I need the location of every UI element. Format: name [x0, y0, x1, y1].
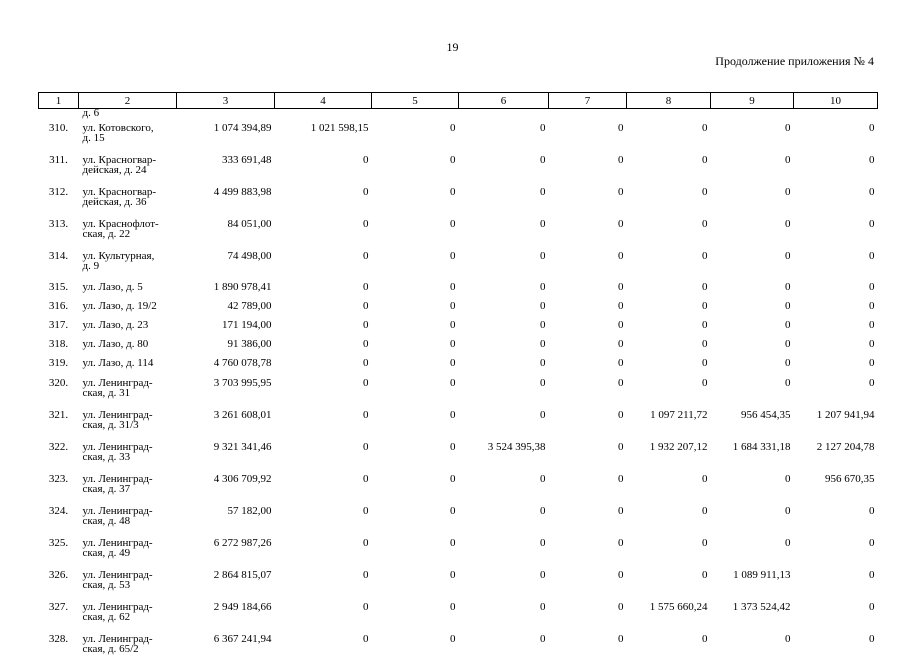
value-cell-col10: 0: [869, 601, 875, 613]
value-cell-col6: 0: [540, 281, 546, 293]
address-line: ул. Лазо, д. 114: [82, 357, 154, 369]
value-cell-col7: 0: [618, 537, 624, 549]
value-cell-col3: 42 789,00: [227, 300, 272, 312]
table-row: [39, 355, 878, 374]
value-cell-col4: 0: [363, 338, 369, 350]
value-cell-col6: 0: [540, 154, 546, 166]
table-row: [39, 183, 878, 215]
value-cell-col8: 0: [702, 505, 708, 517]
header-row: [39, 93, 878, 109]
value-cell-col6: 0: [540, 537, 546, 549]
value-cell-col3: 57 182,00: [227, 505, 272, 517]
value-cell-col8: 0: [702, 122, 708, 134]
address-line: д. 9: [82, 260, 100, 272]
value-cell-col6: 0: [540, 122, 546, 134]
value-cell-col8: 0: [702, 537, 708, 549]
value-cell-col5: 0: [450, 537, 456, 549]
value-cell-col10: 0: [869, 186, 875, 198]
value-cell-col10: 0: [869, 218, 875, 230]
row-number: 328.: [48, 633, 69, 645]
value-cell-col7: 0: [618, 357, 624, 369]
value-cell-col4: 0: [363, 505, 369, 517]
address-line: ская, д. 65/2: [82, 643, 139, 655]
value-cell-col10: 0: [869, 319, 875, 331]
value-cell-col3: 2 949 184,66: [213, 601, 272, 613]
value-cell-col3: 333 691,48: [222, 154, 272, 166]
value-cell-col6: 0: [540, 409, 546, 421]
value-cell-col7: 0: [618, 319, 624, 331]
value-cell-col4: 0: [363, 441, 369, 453]
value-cell-col5: 0: [450, 281, 456, 293]
value-cell-col3: 3 261 608,01: [213, 409, 272, 421]
value-cell-col10: 0: [869, 377, 875, 389]
address-cell: [79, 502, 177, 534]
row-number: 323.: [48, 473, 69, 485]
value-cell-col9: 0: [785, 218, 791, 230]
address-cell: [79, 247, 177, 279]
address-line: ул. Ленинград-: [82, 633, 153, 645]
address-cell: [79, 298, 177, 317]
value-cell-col3: 84 051,00: [227, 218, 272, 230]
address-cell: [79, 566, 177, 598]
row-number: 311.: [49, 154, 68, 166]
address-cell: [79, 119, 177, 151]
address-line: ул. Лазо, д. 19/2: [82, 300, 157, 312]
value-cell-col5: 0: [450, 377, 456, 389]
table-row: [39, 470, 878, 502]
value-cell-col7: 0: [618, 154, 624, 166]
address-line: ская, д. 62: [82, 611, 131, 623]
value-cell-col6: 0: [540, 186, 546, 198]
row-number: 318.: [48, 338, 69, 350]
value-cell-col3: 3 703 995,95: [213, 377, 272, 389]
row-number: 316.: [48, 300, 69, 312]
row-number: 321.: [48, 409, 69, 421]
value-cell-col7: 0: [618, 218, 624, 230]
address-line: ул. Красногвар-: [82, 154, 157, 166]
table-row: [39, 279, 878, 298]
value-cell-col10: 0: [869, 357, 875, 369]
value-cell-col3: 91 386,00: [227, 338, 272, 350]
value-cell-col6: 0: [540, 633, 546, 645]
table-row: [39, 630, 878, 662]
value-cell-col10: 0: [869, 300, 875, 312]
value-cell-col3: 74 498,00: [227, 250, 272, 262]
address-cell: [79, 630, 177, 662]
value-cell-col6: 0: [540, 250, 546, 262]
table-row: [39, 247, 878, 279]
value-cell-col8: 0: [702, 569, 708, 581]
value-cell-col9: 0: [785, 338, 791, 350]
value-cell-col3: 9 321 341,46: [213, 441, 272, 453]
value-cell-col8: 0: [702, 338, 708, 350]
value-cell-col3: 2 864 815,07: [213, 569, 272, 581]
address-cell: [79, 355, 177, 374]
table-row: [39, 406, 878, 438]
value-cell-col3: 4 306 709,92: [213, 473, 272, 485]
address-line: ская, д. 31: [82, 387, 131, 399]
address-line: д. 15: [82, 132, 105, 144]
address-cell: [79, 598, 177, 630]
address-line: ул. Котовского,: [82, 122, 154, 134]
value-cell-col6: 0: [540, 569, 546, 581]
row-number: 327.: [48, 601, 69, 613]
value-cell-col8: 0: [702, 250, 708, 262]
row-number: 325.: [48, 537, 69, 549]
value-cell-col4: 0: [363, 409, 369, 421]
address-line: ская, д. 37: [82, 483, 131, 495]
value-cell-col10: 0: [869, 154, 875, 166]
value-cell-col4: 0: [363, 601, 369, 613]
value-cell-col9: 0: [785, 319, 791, 331]
value-cell-col8: 0: [702, 218, 708, 230]
table-row: [39, 534, 878, 566]
value-cell-col5: 0: [450, 409, 456, 421]
value-cell-col4: 0: [363, 319, 369, 331]
row-number: 320.: [48, 377, 69, 389]
value-cell-col10: 0: [869, 338, 875, 350]
address-line: ул. Красногвар-: [82, 186, 157, 198]
table-row: [39, 317, 878, 336]
value-cell-col6: 0: [540, 505, 546, 517]
address-line: ская, д. 48: [82, 515, 131, 527]
value-cell-col5: 0: [450, 154, 456, 166]
value-cell-col6: 0: [540, 338, 546, 350]
value-cell-col7: 0: [618, 601, 624, 613]
value-cell-col10: 0: [869, 569, 875, 581]
table-row: [39, 598, 878, 630]
value-cell-col9: 0: [785, 122, 791, 134]
row-number: 314.: [48, 250, 69, 262]
value-cell-col7: 0: [618, 250, 624, 262]
table-row: [39, 566, 878, 598]
column-header-7: 7: [549, 93, 627, 109]
value-cell-col5: 0: [450, 338, 456, 350]
value-cell-col3: 6 272 987,26: [213, 537, 272, 549]
address-cell: [79, 317, 177, 336]
address-cell: [79, 470, 177, 502]
value-cell-col4: 0: [363, 473, 369, 485]
address-line: ул. Ленинград-: [82, 409, 153, 421]
value-cell-col6: 0: [540, 319, 546, 331]
address-cell: [79, 438, 177, 470]
value-cell-col9: 0: [785, 357, 791, 369]
value-cell-col5: 0: [450, 186, 456, 198]
value-cell-col10: 0: [869, 122, 875, 134]
address-line: ская, д. 53: [82, 579, 131, 591]
value-cell-col3: 4 760 078,78: [213, 357, 272, 369]
row-number: 310.: [48, 122, 69, 134]
value-cell-col5: 0: [450, 505, 456, 517]
value-cell-col8: 0: [702, 377, 708, 389]
address-line: ул. Ленинград-: [82, 569, 153, 581]
address-line: ул. Ленинград-: [82, 473, 153, 485]
address-cell: [79, 534, 177, 566]
value-cell-col4: 0: [363, 633, 369, 645]
address-line: ул. Ленинград-: [82, 377, 153, 389]
value-cell-col7: 0: [618, 377, 624, 389]
address-line: ская, д. 33: [82, 451, 131, 463]
value-cell-col10: 2 127 204,78: [816, 441, 875, 453]
value-cell-col7: 0: [618, 186, 624, 198]
row-number: 319.: [48, 357, 69, 369]
address-cell: [79, 183, 177, 215]
column-header-2: 2: [79, 93, 177, 109]
value-cell-col4: 0: [363, 357, 369, 369]
row-number: 315.: [48, 281, 69, 293]
value-cell-col5: 0: [450, 357, 456, 369]
value-cell-col4: 0: [363, 377, 369, 389]
appendix-table: [38, 92, 878, 662]
address-line: ская, д. 49: [82, 547, 131, 559]
address-line: ул. Лазо, д. 5: [82, 281, 143, 293]
value-cell-col4: 0: [363, 537, 369, 549]
column-header-10: 10: [794, 93, 878, 109]
address-line: ул. Ленинград-: [82, 537, 153, 549]
value-cell-col8: 0: [702, 186, 708, 198]
value-cell-col9: 0: [785, 281, 791, 293]
value-cell-col9: 0: [785, 186, 791, 198]
table-row: [39, 119, 878, 151]
address-line: ул. Лазо, д. 23: [82, 319, 149, 331]
row-number: 326.: [48, 569, 69, 581]
value-cell-col7: 0: [618, 300, 624, 312]
value-cell-col9: 0: [785, 473, 791, 485]
value-cell-col5: 0: [450, 473, 456, 485]
value-cell-col4: 0: [363, 250, 369, 262]
continuation-label: Продолжение приложения № 4: [715, 54, 874, 68]
value-cell-col7: 0: [618, 122, 624, 134]
value-cell-col9: 0: [785, 633, 791, 645]
address-line: ская, д. 31/3: [82, 419, 139, 431]
address-cell: [79, 151, 177, 183]
value-cell-col10: 0: [869, 537, 875, 549]
value-cell-col4: 0: [363, 218, 369, 230]
value-cell-col7: 0: [618, 338, 624, 350]
value-cell-col10: 0: [869, 250, 875, 262]
value-cell-col6: 0: [540, 218, 546, 230]
column-header-3: 3: [177, 93, 275, 109]
value-cell-col8: 1 097 211,72: [650, 409, 708, 421]
value-cell-col5: 0: [450, 300, 456, 312]
value-cell-col8: 0: [702, 281, 708, 293]
value-cell-col9: 0: [785, 300, 791, 312]
address-line: ул. Ленинград-: [82, 441, 153, 453]
table-row: [39, 502, 878, 534]
continued-address: д. 6: [82, 107, 100, 119]
value-cell-col7: 0: [618, 633, 624, 645]
page-number: 19: [446, 40, 459, 54]
column-header-1: 1: [39, 93, 79, 109]
value-cell-col6: 0: [540, 300, 546, 312]
address-cell: [79, 279, 177, 298]
value-cell-col10: 0: [869, 281, 875, 293]
value-cell-col10: 0: [869, 505, 875, 517]
value-cell-col5: 0: [450, 218, 456, 230]
address-cell: [79, 215, 177, 247]
value-cell-col6: 3 524 395,38: [487, 441, 546, 453]
row-number: 312.: [48, 186, 69, 198]
column-header-5: 5: [372, 93, 459, 109]
value-cell-col7: 0: [618, 473, 624, 485]
value-cell-col10: 956 670,35: [825, 473, 875, 485]
value-cell-col8: 0: [702, 357, 708, 369]
value-cell-col4: 1 021 598,15: [310, 122, 369, 134]
value-cell-col7: 0: [618, 569, 624, 581]
value-cell-col10: 1 207 941,94: [816, 409, 875, 421]
value-cell-col8: 0: [702, 154, 708, 166]
value-cell-col9: 0: [785, 505, 791, 517]
column-header-4: 4: [275, 93, 372, 109]
value-cell-col4: 0: [363, 300, 369, 312]
value-cell-col8: 0: [702, 633, 708, 645]
value-cell-col5: 0: [450, 633, 456, 645]
value-cell-col9: 1 089 911,13: [733, 569, 791, 581]
value-cell-col9: 956 454,35: [741, 409, 791, 421]
address-line: дейская, д. 24: [82, 164, 147, 176]
address-cell: [79, 374, 177, 406]
value-cell-col8: 1 932 207,12: [649, 441, 708, 453]
table-row: [39, 298, 878, 317]
address-line: ская, д. 22: [82, 228, 131, 240]
row-number: 313.: [48, 218, 69, 230]
value-cell-col9: 0: [785, 377, 791, 389]
table-row: [39, 438, 878, 470]
value-cell-col3: 6 367 241,94: [213, 633, 272, 645]
value-cell-col4: 0: [363, 154, 369, 166]
value-cell-col10: 0: [869, 633, 875, 645]
value-cell-col7: 0: [618, 281, 624, 293]
value-cell-col9: 1 373 524,42: [732, 601, 791, 613]
address-line: дейская, д. 36: [82, 196, 147, 208]
address-line: ул. Ленинград-: [82, 505, 153, 517]
row-number: 317.: [48, 319, 69, 331]
value-cell-col6: 0: [540, 601, 546, 613]
address-line: ул. Культурная,: [82, 250, 155, 262]
column-header-9: 9: [711, 93, 794, 109]
value-cell-col9: 0: [785, 250, 791, 262]
value-cell-col7: 0: [618, 505, 624, 517]
value-cell-col5: 0: [450, 122, 456, 134]
value-cell-col8: 0: [702, 319, 708, 331]
address-cell: [79, 406, 177, 438]
value-cell-col5: 0: [450, 601, 456, 613]
value-cell-col4: 0: [363, 281, 369, 293]
address-line: ул. Краснофлот-: [82, 218, 159, 230]
value-cell-col4: 0: [363, 186, 369, 198]
value-cell-col8: 0: [702, 473, 708, 485]
address-cell: [79, 336, 177, 355]
value-cell-col6: 0: [540, 473, 546, 485]
value-cell-col9: 1 684 331,18: [732, 441, 791, 453]
value-cell-col5: 0: [450, 441, 456, 453]
value-cell-col4: 0: [363, 569, 369, 581]
value-cell-col8: 1 575 660,24: [649, 601, 708, 613]
value-cell-col5: 0: [450, 250, 456, 262]
table-row: [39, 151, 878, 183]
table-row: [39, 215, 878, 247]
table-row: [39, 374, 878, 406]
value-cell-col5: 0: [450, 569, 456, 581]
column-header-8: 8: [627, 93, 711, 109]
value-cell-col3: 171 194,00: [222, 319, 272, 331]
row-number: 324.: [48, 505, 69, 517]
value-cell-col6: 0: [540, 357, 546, 369]
table-row: [39, 336, 878, 355]
column-header-6: 6: [459, 93, 549, 109]
row-number: 322.: [48, 441, 69, 453]
address-line: ул. Ленинград-: [82, 601, 153, 613]
value-cell-col8: 0: [702, 300, 708, 312]
value-cell-col3: 1 074 394,89: [213, 122, 272, 134]
value-cell-col7: 0: [618, 409, 624, 421]
continuation-row: [39, 109, 878, 120]
value-cell-col9: 0: [785, 154, 791, 166]
value-cell-col7: 0: [618, 441, 624, 453]
value-cell-col9: 0: [785, 537, 791, 549]
value-cell-col6: 0: [540, 377, 546, 389]
value-cell-col3: 1 890 978,41: [213, 281, 272, 293]
value-cell-col3: 4 499 883,98: [213, 186, 272, 198]
address-line: ул. Лазо, д. 80: [82, 338, 149, 350]
value-cell-col5: 0: [450, 319, 456, 331]
